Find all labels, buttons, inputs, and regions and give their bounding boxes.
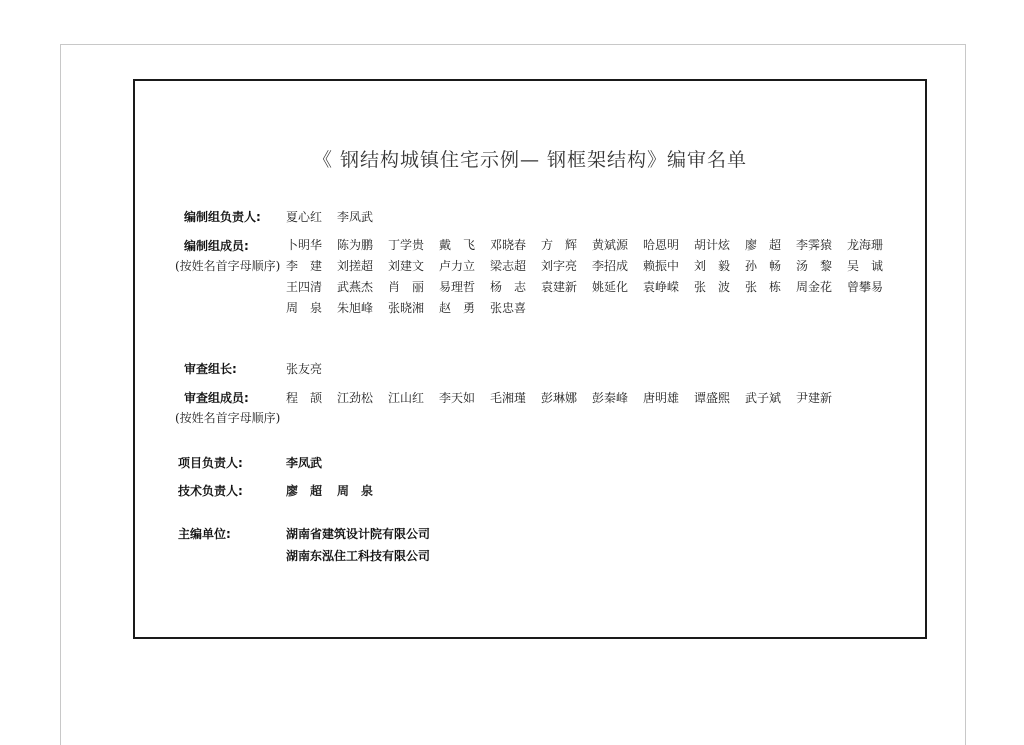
compile-member-name: 朱旭峰 [337, 301, 374, 315]
compile-member-name: 武燕杰 [337, 280, 374, 294]
document-title: 《 钢结构城镇住宅示例— 钢框架结构》编审名单 [312, 149, 748, 171]
compile-member-name: 龙海珊 [847, 238, 884, 252]
tech-lead-name: 周 泉 [337, 484, 374, 498]
compile-member-name: 黄斌源 [592, 238, 629, 252]
review-member-name: 尹建新 [796, 391, 833, 405]
compile-member-name: 张忠喜 [490, 301, 527, 315]
compile-member-name: 刘搓超 [337, 259, 374, 273]
review-members-label: 审查组成员: [184, 391, 249, 405]
compile-member-name: 周 泉 [286, 301, 323, 315]
tech-lead-label: 技术负责人: [178, 484, 243, 498]
compile-member-name: 赵 勇 [439, 301, 476, 315]
compile-member-name: 王四清 [286, 280, 323, 294]
review-member-name: 毛湘瑾 [490, 391, 527, 405]
compile-members-label: 编制组成员: [184, 239, 249, 253]
chief-units-label: 主编单位: [178, 527, 231, 541]
review-member-name: 程 颉 [286, 391, 323, 405]
compile-member-name: 袁峥嵘 [643, 280, 680, 294]
compile-member-name: 张 栋 [745, 280, 782, 294]
compile-member-name: 李招成 [592, 259, 629, 273]
compile-member-name: 袁建新 [541, 280, 578, 294]
compile-member-name: 哈恩明 [643, 238, 680, 252]
compile-member-name: 卜明华 [286, 238, 323, 252]
compile-member-name: 戴 飞 [439, 238, 476, 252]
compile-member-name: 丁学贵 [388, 238, 425, 252]
compile-member-name: 刘建文 [388, 259, 425, 273]
compile-lead-name: 李凤武 [337, 210, 374, 224]
tech-lead-names [286, 482, 388, 499]
compile-member-name: 肖 丽 [388, 280, 425, 294]
compile-member-name: 刘 毅 [694, 259, 731, 273]
compile-members-note: (按姓名首字母顺序) [175, 259, 281, 273]
review-member-name: 江劲松 [337, 391, 374, 405]
review-members-note: (按姓名首字母顺序) [175, 411, 281, 425]
compile-lead-names [286, 208, 388, 225]
project-lead-label: 项目负责人: [178, 456, 243, 470]
compile-member-name: 李 建 [286, 259, 323, 273]
review-member-name: 彭琳娜 [541, 391, 578, 405]
compile-member-name: 杨 志 [490, 280, 527, 294]
document-frame [133, 79, 927, 639]
review-lead-names [286, 360, 337, 377]
compile-lead-name: 夏心红 [286, 210, 323, 224]
review-members-row [286, 389, 847, 406]
compile-member-name: 梁志超 [490, 259, 527, 273]
tech-lead-name: 廖 超 [286, 484, 323, 498]
compile-member-name: 廖 超 [745, 238, 782, 252]
review-member-name: 彭秦峰 [592, 391, 629, 405]
review-member-name: 唐明雄 [643, 391, 680, 405]
compile-member-name: 胡计炫 [694, 238, 731, 252]
review-member-name: 江山红 [388, 391, 425, 405]
review-lead-name: 张友亮 [286, 362, 323, 376]
compile-member-name: 张晓湘 [388, 301, 425, 315]
compile-member-name: 易理哲 [439, 280, 476, 294]
compile-member-name: 孙 畅 [745, 259, 782, 273]
compile-member-name: 刘字亮 [541, 259, 578, 273]
compile-member-name: 卢力立 [439, 259, 476, 273]
compile-member-name: 周金花 [796, 280, 833, 294]
compile-member-name: 姚延化 [592, 280, 629, 294]
compile-member-name: 陈为鹏 [337, 238, 374, 252]
compile-member-name: 张 波 [694, 280, 731, 294]
chief-unit-2: 湖南东泓住工科技有限公司 [286, 549, 431, 563]
compile-lead-label: 编制组负责人: [184, 210, 261, 224]
compile-member-name: 赖振中 [643, 259, 680, 273]
compile-member-name: 邓晓春 [490, 238, 527, 252]
compile-member-name: 方 辉 [541, 238, 578, 252]
compile-member-name: 汤 黎 [796, 259, 833, 273]
review-member-name: 李天如 [439, 391, 476, 405]
compile-member-name: 吴 诚 [847, 259, 884, 273]
compile-members-grid [286, 237, 898, 317]
review-member-name: 谭盛熙 [694, 391, 731, 405]
review-lead-label: 审查组长: [184, 362, 237, 376]
compile-member-name: 李霁猿 [796, 238, 833, 252]
review-member-name: 武子斌 [745, 391, 782, 405]
compile-member-name: 曾攀易 [847, 280, 884, 294]
chief-unit-1: 湖南省建筑设计院有限公司 [286, 527, 431, 541]
project-lead-name: 李凤武 [286, 456, 323, 470]
